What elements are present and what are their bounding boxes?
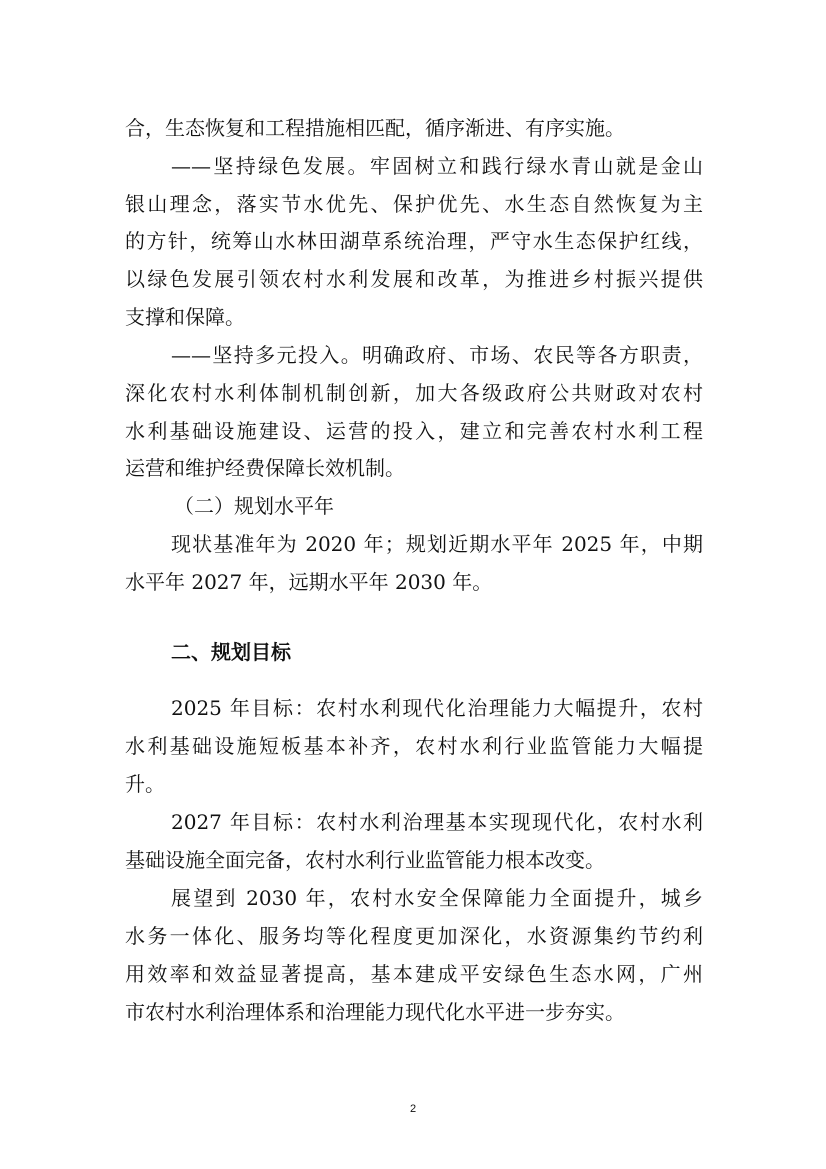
body-line: 运营和维护经费保障长效机制。 bbox=[125, 456, 405, 480]
goal-2025: 2025 年目标：农村水利现代化治理能力大幅提升，农村 bbox=[171, 696, 703, 720]
section-heading: 二、规划目标 bbox=[171, 640, 291, 664]
body-line: 深化农村水利体制机制创新，加大各级政府公共财政对农村 bbox=[125, 381, 703, 405]
body-line: 市农村水利治理体系和治理能力现代化水平进一步夯实。 bbox=[125, 1000, 625, 1024]
outlook-2030: 展望到 2030 年，农村水安全保障能力全面提升，城乡 bbox=[171, 886, 703, 910]
body-line: 的方针，统筹山水林田湖草系统治理，严守水生态保护红线， bbox=[125, 229, 703, 253]
body-line: 水利基础设施短板基本补齐，农村水利行业监管能力大幅提 bbox=[125, 734, 703, 758]
body-line: 基础设施全面完备，农村水利行业监管能力根本改变。 bbox=[125, 848, 605, 872]
body-line: 水利基础设施建设、运营的投入，建立和完善农村水利工程 bbox=[125, 419, 703, 443]
body-line: 水务一体化、服务均等化程度更加深化，水资源集约节约利 bbox=[125, 924, 703, 948]
body-line: 支撑和保障。 bbox=[125, 305, 245, 329]
page-number: 2 bbox=[409, 1103, 417, 1115]
body-line: 水平年 2027 年，远期水平年 2030 年。 bbox=[125, 570, 493, 594]
body-line: 以绿色发展引领农村水利发展和改革，为推进乡村振兴提供 bbox=[125, 267, 703, 291]
body-line: 升。 bbox=[125, 772, 165, 796]
body-line: 合，生态恢复和工程措施相匹配，循序渐进、有序实施。 bbox=[125, 116, 625, 140]
bullet-green-development: ——坚持绿色发展。牢固树立和践行绿水青山就是金山 bbox=[171, 154, 703, 178]
body-line: 现状基准年为 2020 年；规划近期水平年 2025 年，中期 bbox=[171, 532, 703, 556]
goal-2027: 2027 年目标：农村水利治理基本实现现代化，农村水利 bbox=[171, 810, 703, 834]
subsection-heading: （二）规划水平年 bbox=[174, 494, 334, 518]
body-line: 银山理念，落实节水优先、保护优先、水生态自然恢复为主 bbox=[125, 192, 703, 216]
body-line: 用效率和效益显著提高，基本建成平安绿色生态水网，广州 bbox=[125, 962, 703, 986]
bullet-diverse-investment: ——坚持多元投入。明确政府、市场、农民等各方职责， bbox=[171, 343, 703, 367]
